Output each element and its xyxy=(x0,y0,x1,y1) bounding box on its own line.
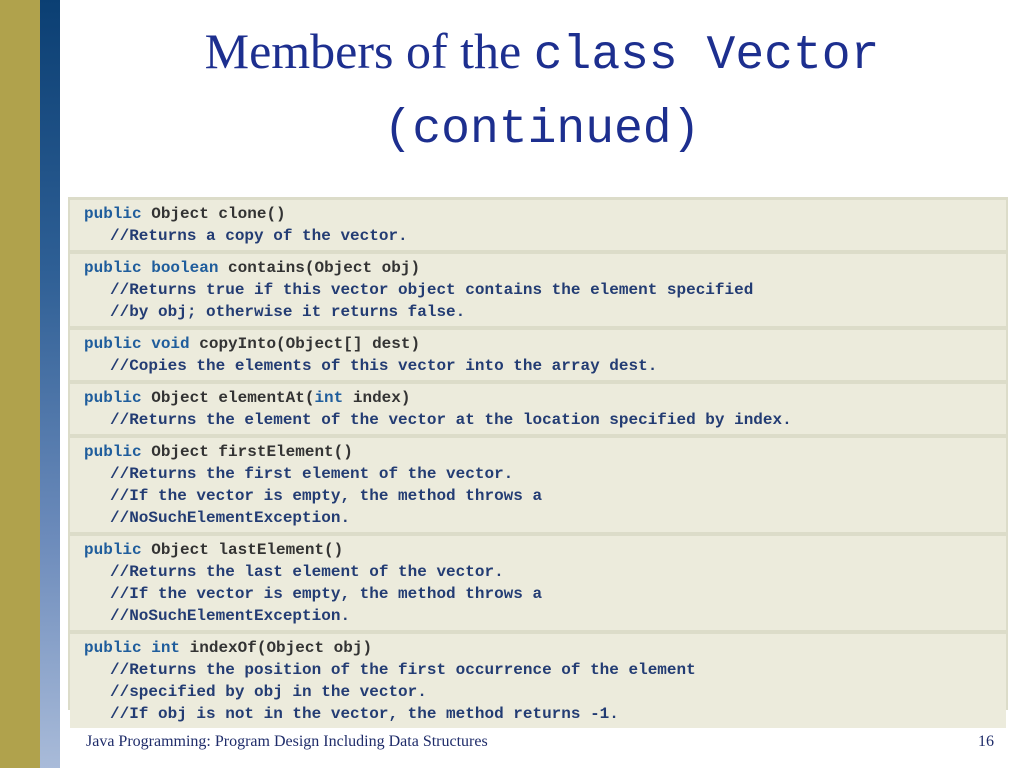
method-keyword: public xyxy=(84,389,142,407)
title-line-2 xyxy=(60,97,1024,171)
method-comment: //NoSuchElementException. xyxy=(110,509,351,527)
method-signature: copyInto(Object[] dest) xyxy=(199,335,421,353)
method-return-type: int xyxy=(151,639,181,657)
method-comment: //If the vector is empty, the method throws a xyxy=(110,585,543,603)
title-text-continued: (continued) xyxy=(383,103,701,157)
method-block-clone xyxy=(70,200,1006,250)
method-block-firstelement xyxy=(70,438,1006,532)
method-signature: Object lastElement() xyxy=(151,541,344,559)
title-text-vector: Vector xyxy=(677,29,880,83)
method-keyword: public xyxy=(84,205,142,223)
method-comment: //Returns the last element of the vector. xyxy=(110,563,504,581)
method-signature: contains(Object obj) xyxy=(228,259,421,277)
method-comment: //Returns a copy of the vector. xyxy=(110,227,408,245)
method-comment: //NoSuchElementException. xyxy=(110,607,351,625)
method-keyword: public xyxy=(84,639,142,657)
method-block-elementat xyxy=(70,384,1006,434)
title-line-1 xyxy=(60,18,1024,97)
method-return-type: boolean xyxy=(151,259,219,277)
code-panel xyxy=(68,197,1008,723)
method-comment: //Copies the elements of this vector into the array dest. xyxy=(110,357,658,375)
method-keyword: public xyxy=(84,335,142,353)
method-signature: Object clone() xyxy=(151,205,286,223)
left-blue-gradient-band xyxy=(40,0,60,768)
method-signature: Object firstElement() xyxy=(151,443,353,461)
method-return-type: void xyxy=(151,335,190,353)
method-keyword: public xyxy=(84,541,142,559)
method-signature-start: Object elementAt( xyxy=(151,389,315,407)
method-comment: //Returns the position of the first occurrence of the element xyxy=(110,661,696,679)
method-block-indexof xyxy=(70,634,1006,728)
page-number: 16 xyxy=(978,733,994,750)
title-text-class: class xyxy=(533,29,678,83)
method-block-lastelement xyxy=(70,536,1006,630)
left-olive-band xyxy=(0,0,40,768)
method-keyword: public xyxy=(84,259,142,277)
method-comment: //specified by obj in the vector. xyxy=(110,683,427,701)
method-signature-end: index) xyxy=(343,389,411,407)
slide-title xyxy=(60,18,1024,171)
method-block-contains xyxy=(70,254,1006,326)
title-text-members: Members of the xyxy=(204,23,534,79)
method-comment: //Returns the element of the vector at the location specified by index. xyxy=(110,411,792,429)
method-comment: //by obj; otherwise it returns false. xyxy=(110,303,466,321)
method-comment: //Returns true if this vector object contains the element specified xyxy=(110,281,754,299)
method-keyword: public xyxy=(84,443,142,461)
footer-course-title: Java Programming: Program Design Including Data Structures xyxy=(86,733,488,750)
method-signature: indexOf(Object obj) xyxy=(189,639,373,657)
param-type-keyword: int xyxy=(314,389,344,407)
method-comment: //If obj is not in the vector, the method returns -1. xyxy=(110,705,619,723)
method-comment: //If the vector is empty, the method throws a xyxy=(110,487,543,505)
method-comment: //Returns the first element of the vector. xyxy=(110,465,514,483)
method-block-copyinto xyxy=(70,330,1006,380)
